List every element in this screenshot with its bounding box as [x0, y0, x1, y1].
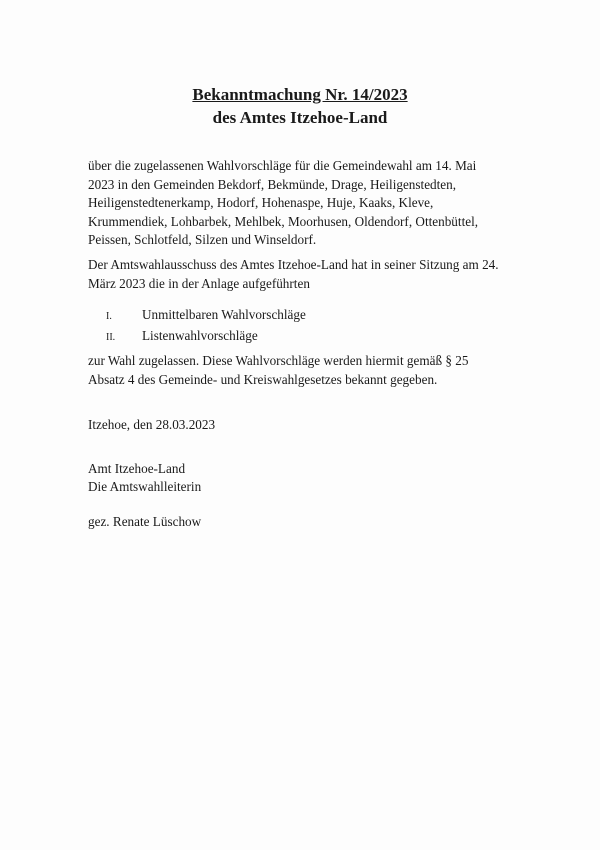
- paragraph-line: Peissen, Schlotfeld, Silzen und Winseldorf.: [88, 232, 317, 247]
- admission-paragraph: [88, 352, 548, 389]
- paragraph-line: über die zugelassenen Wahlvorschläge für die Gemeindewahl am 14. Mai: [88, 158, 477, 173]
- paragraph-line: Der Amtswahlausschuss des Amtes Itzehoe-Land hat in seiner Sitzung am 24.: [88, 257, 499, 272]
- list-item-text: Unmittelbaren Wahlvorschläge: [142, 307, 306, 322]
- proposal-list: [106, 306, 306, 347]
- authority-name: Amt Itzehoe-Land: [88, 461, 186, 476]
- paragraph-line: März 2023 die in der Anlage aufgeführten: [88, 275, 310, 291]
- official-role: Die Amtswahlleiterin: [88, 479, 202, 494]
- paragraph-line: Absatz 4 des Gemeinde- und Kreiswahlgesetzes bekannt gegeben.: [88, 371, 438, 387]
- list-item: [106, 327, 306, 348]
- signed-by: gez. Renate Lüschow: [88, 514, 202, 529]
- list-item: [106, 306, 306, 327]
- paragraph-line: Krummendiek, Lohbarbek, Mehlbek, Moorhusen, Oldendorf, Ottenbüttel,: [88, 213, 479, 229]
- document-title: Bekanntmachung Nr. 14/2023: [192, 85, 408, 104]
- paragraph-line: Heiligenstedtenerkamp, Hodorf, Hohenaspe, Huje, Kaaks, Kleve,: [88, 195, 434, 210]
- committee-paragraph: [88, 256, 548, 293]
- document-subtitle: des Amtes Itzehoe-Land: [212, 108, 388, 127]
- place-date: Itzehoe, den 28.03.2023: [88, 417, 216, 432]
- list-item-text: Listenwahlvorschläge: [142, 327, 258, 343]
- intro-paragraph: [88, 157, 548, 250]
- paragraph-line: 2023 in den Gemeinden Bekdorf, Bekmünde, Drage, Heiligenstedten,: [88, 176, 457, 192]
- list-item-number: II.: [106, 331, 116, 343]
- list-item-number: I.: [106, 311, 112, 322]
- signature-block: [88, 460, 201, 496]
- paragraph-line: zur Wahl zugelassen. Diese Wahlvorschläge werden hiermit gemäß § 25: [88, 353, 469, 368]
